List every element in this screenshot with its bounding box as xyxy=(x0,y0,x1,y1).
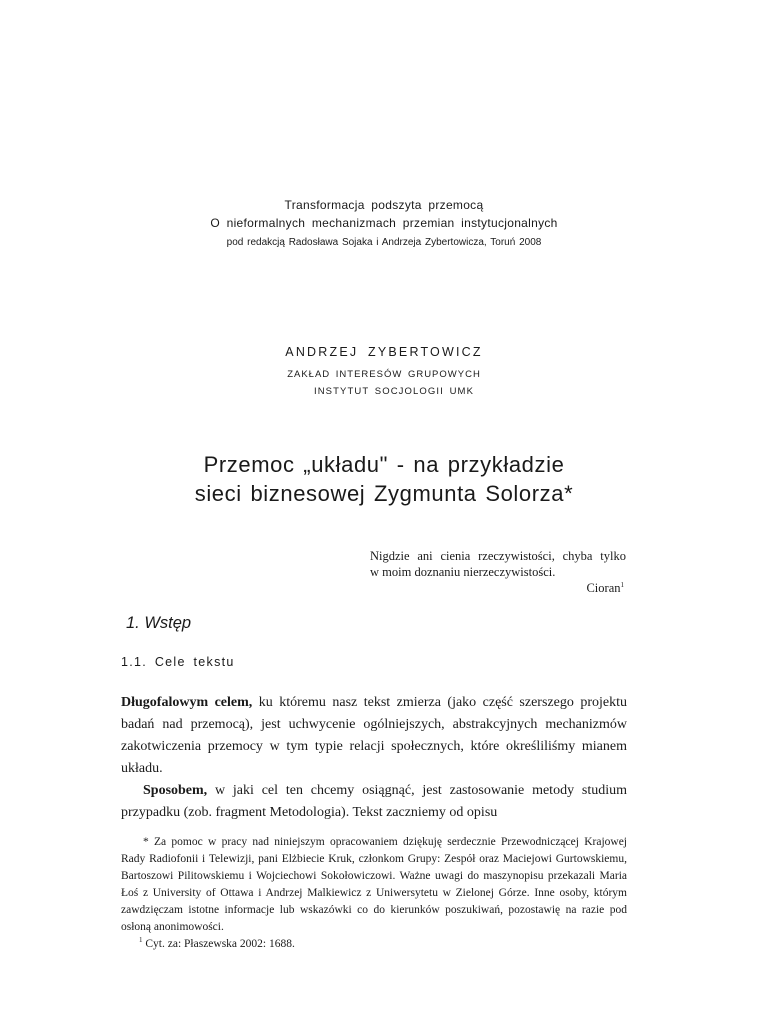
book-subtitle: O nieformalnych mechanizmach przemian instytucjonalnych xyxy=(210,216,558,230)
section-heading: 1. Wstęp xyxy=(126,614,192,632)
footnote-mark: 1 xyxy=(139,936,143,945)
chapter-title-line2: sieci biznesowej Zygmunta Solorza* xyxy=(194,481,574,506)
author-affiliation-institute: INSTYTUT SOCJOLOGII UMK xyxy=(313,386,475,397)
paragraph xyxy=(121,780,627,824)
subsection-heading: 1.1. Cele tekstu xyxy=(121,655,235,669)
footnotes xyxy=(121,834,627,953)
epigraph-line1: Nigdzie ani cienia rzeczywistości, chyba tylko xyxy=(370,549,626,563)
paragraph-text: ku któremu nasz tekst zmierza (jako część szerszego projektu badań nad przemocą), jest uchwycenie ogólniejszych, abstrakcyjnych mechanizmów zakotwiczenia przemocy w tym typie relacji społecznych, które określiliśmy mianem układu. xyxy=(121,695,627,776)
body-text xyxy=(121,692,627,824)
epigraph-line2: w moim doznaniu nierzeczywistości. xyxy=(370,565,556,579)
book-title: Transformacja podszyta przemocą xyxy=(284,198,484,212)
paragraph-text: w jaki cel ten chcemy osiągnąć, jest zastosowanie metody studium przypadku (zob. fragment Metodologia). Tekst zaczniemy od opisu xyxy=(121,783,627,820)
book-editors: pod redakcją Radosława Sojaka i Andrzeja Zybertowicza, Toruń 2008 xyxy=(226,237,542,248)
chapter-title-line1: Przemoc „układu" - na przykładzie xyxy=(203,452,565,477)
footnote-mark: 1 xyxy=(620,580,624,589)
footnote-citation xyxy=(121,936,627,953)
footnote-acknowledgements: * Za pomoc w pracy nad niniejszym opracowaniem dziękuję serdecznie Przewodniczącej Krajowej Rady Radiofonii i Telewizji, pani Elżbiecie Kruk, członkom Grupy: Zespół oraz Maciejowi Gurtowskiemu, Bartoszowi Pilitowskiemu i Wojciechowi Sokołowiczowi. Ważne uwagi do maszynopisu przekazali Maria Łoś z University of Ottawa i Andrzej Malkiewicz z Uniwersytetu w Zielonej Górze. Inne osoby, którym zawdzięczam istotne informacje lub wskazówki co do kierunków poszukiwań, pozostawię na razie pod osłoną anonimowości. xyxy=(121,836,627,933)
author-name: ANDRZEJ ZYBERTOWICZ xyxy=(285,345,483,359)
epigraph-attribution xyxy=(370,580,624,596)
epigraph xyxy=(370,548,626,596)
paragraph xyxy=(121,692,627,780)
author-affiliation-department: ZAKŁAD INTERESÓW GRUPOWYCH xyxy=(287,369,481,380)
footnote-citation-text: Cyt. za: Płaszewska 2002: 1688. xyxy=(142,938,295,950)
paragraph-lead: Długofalowym celem, xyxy=(121,695,253,710)
epigraph-author: Cioran xyxy=(586,581,621,595)
paragraph-lead: Sposobem, xyxy=(143,783,208,798)
